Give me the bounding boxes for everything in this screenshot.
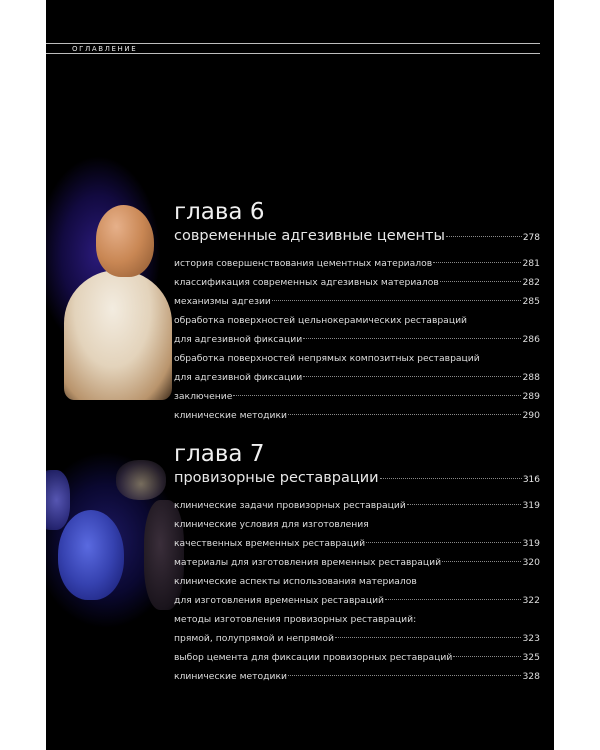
leader-dots <box>433 262 521 263</box>
page-number: 322 <box>522 595 540 606</box>
toc-entry[interactable] <box>174 553 540 572</box>
chapter-title-row[interactable] <box>174 226 540 248</box>
entry-text-line1: обработка поверхностей цельнокерамических реставраций <box>174 315 468 326</box>
page-number: 281 <box>522 258 540 269</box>
entry-text-line2: для адгезивной фиксации <box>174 372 303 383</box>
entry-text-line2: качественных временных реставраций <box>174 538 366 549</box>
leader-dots <box>272 300 522 301</box>
header-rule-bottom <box>46 53 540 54</box>
leader-dots <box>366 542 521 543</box>
toc-entry[interactable] <box>174 610 540 648</box>
section-label: ОГЛАВЛЕНИЕ <box>72 45 138 53</box>
toc-entry[interactable] <box>174 648 540 667</box>
chapter-number: глава 6 <box>174 199 265 225</box>
page-number: 278 <box>522 233 540 243</box>
entry-text: клинические методики <box>174 410 287 421</box>
entry-text: клинические задачи провизорных реставраций <box>174 500 406 511</box>
entry-text: материалы для изготовления временных реставраций <box>174 557 442 568</box>
entry-text-line2: прямой, полупрямой и непрямой <box>174 633 334 644</box>
page-number: 286 <box>522 334 540 345</box>
toc-entry[interactable] <box>174 572 540 610</box>
leader-dots <box>335 637 522 638</box>
toc-entry[interactable] <box>174 496 540 515</box>
toc-entry[interactable] <box>174 406 540 425</box>
entry-text-line1: обработка поверхностей непрямых композитных реставраций <box>174 353 480 364</box>
chapter-title: современные адгезивные цементы <box>174 228 445 244</box>
page-number: 289 <box>522 391 540 402</box>
entry-text-line1: методы изготовления провизорных реставраций: <box>174 614 417 625</box>
leader-dots <box>303 338 521 339</box>
toc-entry[interactable] <box>174 667 540 686</box>
page-number: 290 <box>522 410 540 421</box>
page-number: 316 <box>522 475 540 485</box>
chapter-7 <box>174 440 540 686</box>
toc-entry[interactable] <box>174 273 540 292</box>
toc-entry[interactable] <box>174 292 540 311</box>
toc-entry[interactable] <box>174 387 540 406</box>
tooth-body-shape <box>64 270 172 400</box>
toc-entry[interactable] <box>174 515 540 553</box>
page-number: 288 <box>522 372 540 383</box>
entry-text-line2: для адгезивной фиксации <box>174 334 303 345</box>
leader-dots <box>233 395 521 396</box>
tooth-left-shape <box>46 470 70 530</box>
leader-dots <box>407 504 522 505</box>
page-number: 320 <box>522 557 540 568</box>
book-page <box>46 0 554 750</box>
entry-text-line2: для изготовления временных реставраций <box>174 595 385 606</box>
entry-text: история совершенствования цементных материалов <box>174 258 433 269</box>
leader-dots <box>442 561 521 562</box>
page-number: 323 <box>522 633 540 644</box>
page-number: 319 <box>522 500 540 511</box>
page-number: 285 <box>522 296 540 307</box>
toc-entry[interactable] <box>174 254 540 273</box>
leader-dots <box>303 376 521 377</box>
leader-dots <box>440 281 522 282</box>
tooth-blue-shape <box>58 510 124 600</box>
chapter-number: глава 7 <box>174 441 265 467</box>
page-number: 319 <box>522 538 540 549</box>
leader-dots <box>288 675 521 676</box>
page-number: 282 <box>522 277 540 288</box>
header-rule-top <box>46 43 540 44</box>
entry-text: заключение <box>174 391 233 402</box>
chapter-title: провизорные реставрации <box>174 470 379 486</box>
chapter-6 <box>174 198 540 425</box>
entry-text: выбор цемента для фиксации провизорных реставраций <box>174 652 453 663</box>
entry-text: механизмы адгезии <box>174 296 271 307</box>
page-number: 328 <box>522 671 540 682</box>
tooth-crown-shape <box>96 205 154 277</box>
chapter-title-row[interactable] <box>174 468 540 490</box>
entry-text-line1: клинические условия для изготовления <box>174 519 369 530</box>
tooth-back-shape <box>116 460 166 500</box>
toc-entry[interactable] <box>174 349 540 387</box>
page-number: 325 <box>522 652 540 663</box>
leader-dots <box>446 236 522 237</box>
toc-entry[interactable] <box>174 311 540 349</box>
leader-dots <box>385 599 521 600</box>
leader-dots <box>453 656 521 657</box>
leader-dots <box>288 414 521 415</box>
entry-text-line1: клинические аспекты использования материалов <box>174 576 417 587</box>
entry-text: клинические методики <box>174 671 287 682</box>
leader-dots <box>380 478 522 479</box>
entry-text: классификация современных адгезивных материалов <box>174 277 439 288</box>
